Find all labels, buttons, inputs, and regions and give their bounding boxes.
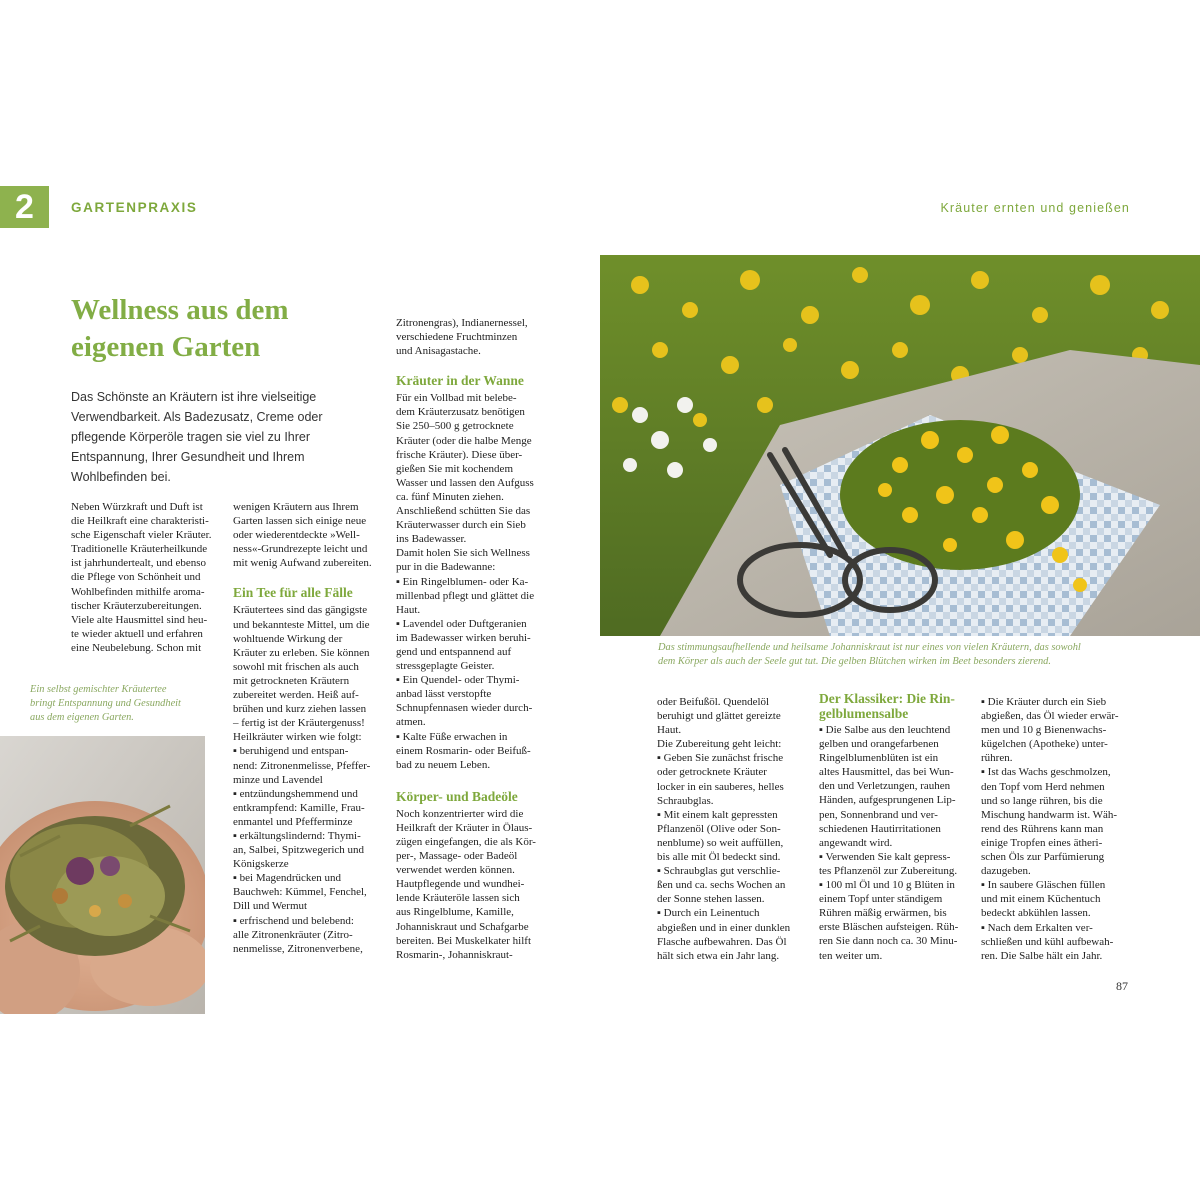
flowers-scissors-image	[600, 255, 1200, 636]
herbal-tea-photo	[0, 736, 205, 1014]
column-5	[819, 691, 974, 963]
section-title: GARTENPRAXIS	[71, 200, 198, 215]
text-line: Rosmarin-, Johanniskraut-	[396, 948, 513, 961]
text-line: enmantel und Pfefferminze	[233, 815, 353, 828]
text-line: Traditionelle Kräuterheilkunde	[71, 543, 208, 556]
text-line: und mit einem Küchentuch	[981, 893, 1101, 906]
text-line: Garten lassen sich einige neue	[233, 515, 367, 528]
text-line: abgießen, das Öl wieder erwär-	[981, 710, 1119, 723]
column-1	[71, 500, 221, 655]
text-line: Heilkraft der Kräuter in Ölaus-	[396, 821, 533, 834]
text-line: Wohlbefinden mithilfe aroma-	[71, 585, 205, 598]
text-line: nenblume) so weit auffüllen,	[657, 836, 784, 849]
text-line: zubereitet werden. Heiß auf-	[233, 689, 359, 702]
page-title	[71, 292, 371, 366]
text-line: Schnupfennasen wieder durch-	[396, 702, 533, 715]
text-line: einem Rosmarin- oder Beifuß-	[396, 744, 531, 757]
text-line: sowohl mit frischen als auch	[233, 660, 359, 673]
caption-right	[658, 641, 1158, 669]
text-line: Viele alte Hausmittel sind heu-	[71, 613, 208, 626]
text-line: bringt Entspannung und Gesundheit	[30, 698, 181, 709]
text-line: ▪ In saubere Gläschen füllen	[981, 879, 1106, 892]
text-line: ▪ Lavendel oder Duftgeranien	[396, 617, 527, 630]
herbs-in-hands-image	[0, 736, 205, 1014]
text-line: Johanniskraut und Schafgarbe	[396, 920, 529, 933]
text-line: ▪ Mit einem kalt gepressten	[657, 808, 778, 821]
text-line: entkrampfend: Kamille, Frau-	[233, 801, 365, 814]
text-line: Pflanzenöl (Olive oder Son-	[657, 822, 781, 835]
text-line: stressgeplagte Geister.	[396, 660, 495, 673]
heading-salve	[819, 691, 974, 721]
text-line: schiedenen Hautirritationen	[819, 822, 941, 835]
text-line: ▪ erfrischend und belebend:	[233, 914, 354, 927]
text-line: ßen und ca. sechs Wochen an	[657, 879, 786, 892]
running-header: Kräuter ernten und genießen	[940, 201, 1130, 215]
text-line: Haut.	[396, 603, 421, 616]
text-line: Dill und Wermut	[233, 900, 308, 913]
text-line: mit getrockneten Kräutern	[233, 674, 350, 687]
text-line: einige Tropfen eines ätheri-	[981, 836, 1103, 849]
text-line: per-, Massage- oder Badeöl	[396, 850, 518, 863]
text-line: gießen Sie mit kochendem	[396, 462, 513, 475]
text-line: gend und entspannend auf	[396, 645, 512, 658]
text-line: bedeckt abkühlen lassen.	[981, 907, 1091, 920]
text-line: den Topf vom Herd nehmen	[981, 780, 1105, 793]
text-line: ren Sie dann noch ca. 30 Minu-	[819, 935, 958, 948]
text-line: dem Kräuterzusatz benötigen	[396, 406, 525, 419]
text-line: brühen und kurz ziehen lassen	[233, 703, 367, 716]
chapter-number-badge: 2	[0, 186, 49, 228]
text-line: ▪ 100 ml Öl und 10 g Blüten in	[819, 879, 955, 892]
text-line: anbad lässt verstopfte	[396, 688, 492, 701]
heading-tea: Ein Tee für alle Fälle	[233, 585, 353, 601]
text-line: aus dem eigenen Garten.	[30, 712, 134, 723]
heading-bath: Kräuter in der Wanne	[396, 373, 524, 389]
text-line: dazugeben.	[981, 865, 1031, 878]
text-line: locker in ein sauberes, helles	[657, 780, 784, 793]
text-line: nenmelisse, Zitronenverbene,	[233, 942, 363, 955]
text-line: eine Neubelebung. Schon mit	[71, 641, 202, 654]
text-line: verwendet werden können.	[396, 864, 515, 877]
caption-left	[30, 683, 210, 725]
text-line: Händen, aufgesprungenen Lip-	[819, 794, 956, 807]
text-line: nend: Zitronenmelisse, Pfeffer-	[233, 759, 371, 772]
text-line: ▪ Verwenden Sie kalt gepress-	[819, 850, 951, 863]
text-line: ten weiter um.	[819, 949, 883, 962]
text-line: oder getrocknete Kräuter	[657, 766, 767, 779]
text-line: abgießen und in einer dunklen	[657, 921, 791, 934]
text-line: Ringelblumenblüten ist ein	[819, 752, 939, 765]
text-line: alle Zitronenkräuter (Zitro-	[233, 928, 353, 941]
text-line: ist jahrhundertealt, und ebenso	[71, 557, 207, 570]
text-line: Das stimmungsaufhellende und heilsame Johanniskraut ist nur eines von vielen Kräutern, das sowohl	[658, 642, 1081, 653]
text-line: verschiedene Fruchtminzen	[396, 331, 518, 344]
text-line: rühren.	[981, 752, 1013, 765]
text-line: ▪ beruhigend und entspan-	[233, 745, 349, 758]
text-line: Anschließend schütten Sie das	[396, 505, 531, 518]
text-line: oder Beifußöl. Quendelöl	[657, 696, 770, 708]
text-line: Flasche aufbewahren. Das Öl	[657, 935, 787, 948]
text-line: und Anisagastache.	[396, 345, 481, 358]
text-line: millenbad pflegt und glättet die	[396, 589, 535, 602]
text-line: ▪ Schraubglas gut verschlie-	[657, 865, 781, 878]
text-line: frische Kräuter). Diese über-	[396, 448, 523, 461]
text-line: Heilkräuter wirken wie folgt:	[233, 731, 362, 744]
text-line: Noch konzentrierter wird die	[396, 807, 524, 820]
text-line: bad zu neuem Leben.	[396, 758, 491, 771]
text-line: wohltuende Wirkung der	[233, 632, 343, 645]
text-line: ▪ entzündungshemmend und	[233, 787, 358, 800]
text-line: im Badewasser wirken beruhi-	[396, 631, 531, 644]
text-line: te wieder aktuell und erfahren	[71, 627, 203, 640]
text-line: Haut.	[657, 724, 682, 737]
text-line: ren. Die Salbe hält ein Jahr.	[981, 949, 1103, 962]
text-line: angewandt wird.	[819, 836, 893, 849]
text-line: Kräuterwasser durch ein Sieb	[396, 519, 526, 532]
text-line: schließen und kühl aufbewah-	[981, 935, 1114, 948]
text-line: tes Pflanzenöl zur Zubereitung.	[819, 864, 958, 877]
text-line: die Pflege von Schönheit und	[71, 571, 201, 584]
page-number: 87	[1116, 979, 1128, 993]
text-line: Neben Würzkraft und Duft ist	[71, 501, 203, 513]
text-line: der Sonne stehen lassen.	[657, 893, 765, 906]
text-line: beruhigt und glättet gereizte	[657, 710, 781, 723]
text-line: und so lange rühren, bis die	[981, 794, 1103, 807]
text-line: altes Hausmittel, das bei Wun-	[819, 766, 954, 779]
column-2	[233, 500, 385, 956]
text-line: ▪ Nach dem Erkalten ver-	[981, 921, 1093, 934]
heading-salve-line: gelblumensalbe	[819, 706, 909, 721]
text-line: an, Salbei, Spitzwegerich und	[233, 844, 365, 857]
heading-oils: Körper- und Badeöle	[396, 788, 518, 804]
text-line: sche Eigenschaft vieler Kräuter.	[71, 529, 212, 542]
text-line: zügen eingefangen, die als Kör-	[396, 836, 536, 848]
text-line: atmen.	[396, 716, 426, 729]
text-line: Kräutertees sind das gängigste	[233, 604, 368, 617]
text-line: ▪ Ist das Wachs geschmolzen,	[981, 766, 1111, 779]
text-line: schen Öls zur Parfümierung	[981, 851, 1105, 864]
text-line: Damit holen Sie sich Wellness	[396, 547, 530, 560]
text-line: ca. fünf Minuten ziehen.	[396, 490, 504, 503]
text-line: Zitronengras), Indianernessel,	[396, 317, 528, 329]
lead-paragraph: Das Schönste an Kräutern ist ihre vielseitige Verwendbarkeit. Als Badezusatz, Creme oder pflegende Körperöle tragen sie viel zu Ihrer Entspannung, Ihrer Gesundheit und Ihrem Wohlbefinden bei.	[71, 390, 323, 484]
text-line: Ein selbst gemischter Kräutertee	[30, 684, 167, 695]
text-line: die Heilkraft eine charakteristi-	[71, 515, 209, 528]
text-line: minze und Lavendel	[233, 773, 323, 786]
text-line: mit wenig Aufwand zubereiten.	[233, 557, 372, 570]
text-line: Kräuter (oder die halbe Menge	[396, 434, 532, 447]
text-line: Mischung handwarm ist. Wäh-	[981, 808, 1118, 821]
text-line: ness«-Grundrezepte leicht und	[233, 543, 368, 556]
text-line: ▪ Kalte Füße erwachen in	[396, 730, 508, 743]
heading-salve-line: Der Klassiker: Die Rin-	[819, 691, 955, 706]
text-line: ▪ bei Magendrücken und	[233, 872, 342, 885]
text-line: Hautpflegende und wundhei-	[396, 878, 525, 891]
page-title-line: Wellness aus dem	[71, 294, 289, 326]
text-line: kügelchen (Apotheke) unter-	[981, 738, 1108, 751]
text-line: ▪ Durch ein Leinentuch	[657, 907, 760, 920]
text-line: pur in die Badewanne:	[396, 561, 496, 574]
page-title-line: eigenen Garten	[71, 331, 261, 363]
text-line: hält sich etwa ein Jahr lang.	[657, 949, 780, 962]
column-6	[981, 695, 1136, 963]
text-line: Rühren mäßig erwärmen, bis	[819, 907, 947, 920]
text-line: Königskerze	[233, 858, 289, 871]
text-line: ▪ Ein Quendel- oder Thymi-	[396, 674, 520, 687]
text-line: rend des Rührens kann man	[981, 822, 1104, 835]
text-line: wenigen Kräutern aus Ihrem	[233, 501, 359, 513]
text-line: tischer Kräuterzubereitungen.	[71, 599, 202, 612]
text-line: ▪ Ein Ringelblumen- oder Ka-	[396, 575, 529, 588]
text-line: dem Körper als auch der Seele gut tut. Die gelben Blütchen wirken im Beet besonders zierend.	[658, 656, 1051, 667]
text-line: bereiten. Bei Muskelkater hilft	[396, 934, 532, 947]
text-line: Für ein Vollbad mit belebe-	[396, 392, 517, 405]
text-line: Bauchweh: Kümmel, Fenchel,	[233, 886, 367, 899]
text-line: einem Topf unter ständigem	[819, 893, 943, 906]
text-line: oder wiederentdeckte »Well-	[233, 529, 360, 542]
text-line: Schraubglas.	[657, 794, 714, 807]
text-line: pen, Sonnenbrand und ver-	[819, 808, 938, 821]
text-line: aus Ringelblume, Kamille,	[396, 906, 514, 919]
st-johns-wort-photo	[600, 255, 1200, 636]
text-line: ins Badewasser.	[396, 533, 467, 546]
text-line: bis alle mit Öl bedeckt sind.	[657, 851, 781, 864]
column-3	[396, 316, 551, 962]
text-line: Sie 250–500 g getrocknete	[396, 420, 514, 433]
text-line: gelben und orangefarbenen	[819, 738, 939, 751]
text-line: Wasser und lassen den Aufguss	[396, 476, 534, 489]
column-4	[657, 695, 809, 963]
text-line: den und Verletzungen, rauhen	[819, 780, 951, 793]
text-line: Kräuter zu erleben. Sie können	[233, 646, 370, 659]
text-line: ▪ Die Salbe aus den leuchtend	[819, 724, 951, 736]
text-line: lende Kräuteröle lassen sich	[396, 892, 520, 905]
text-line: ▪ erkältungslindernd: Thymi-	[233, 829, 361, 842]
text-line: und bekannteste Mittel, um die	[233, 618, 370, 631]
text-line: ▪ Die Kräuter durch ein Sieb	[981, 696, 1107, 708]
text-line: Die Zubereitung geht leicht:	[657, 738, 782, 751]
text-line: men und 10 g Bienenwachs-	[981, 724, 1107, 737]
text-line: ▪ Geben Sie zunächst frische	[657, 752, 784, 765]
text-line: – fertig ist der Kräutergenuss!	[233, 717, 365, 730]
text-line: erste Bläschen aufsteigen. Rüh-	[819, 921, 959, 934]
